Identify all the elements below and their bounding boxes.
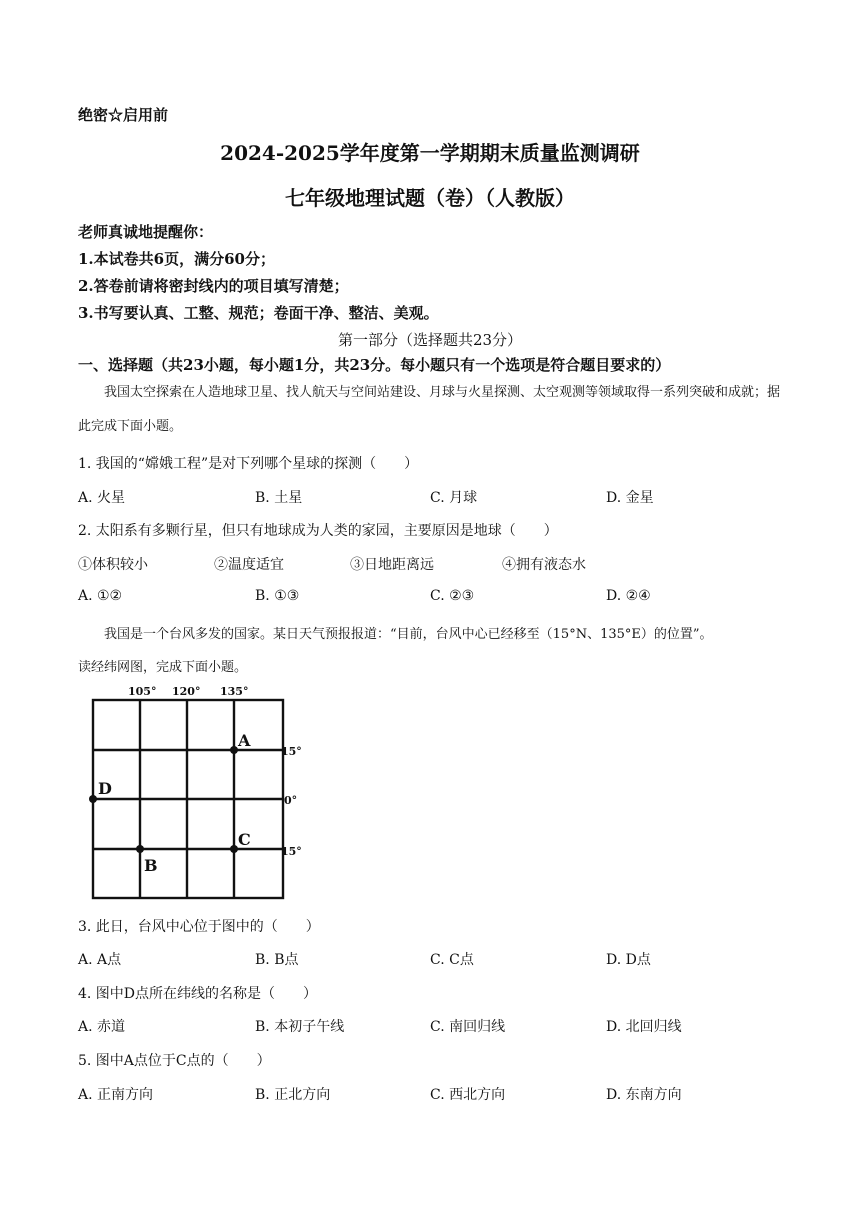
- question-3-option-b[interactable]: B. B点: [255, 952, 299, 968]
- question-1-option-a[interactable]: A. 火星: [78, 490, 126, 506]
- question-2-stem: 2. 太阳系有多颗行星，但只有地球成为人类的家园，主要原因是地球（ ）: [78, 523, 558, 539]
- lat-lon-grid-map: [78, 680, 308, 905]
- question-4-option-a[interactable]: A. 赤道: [78, 1019, 126, 1035]
- point-c-marker: [230, 845, 238, 853]
- point-b-label: B: [144, 856, 158, 875]
- question-1-option-d[interactable]: D. 金星: [606, 490, 654, 506]
- question-2-option-a[interactable]: A. ①②: [78, 588, 123, 604]
- reminder-item: 3.书写要认真、工整、规范；卷面干净、整洁、美观。: [78, 304, 439, 322]
- question-2-statement-2: ②温度适宜: [214, 557, 284, 573]
- point-c-label: C: [238, 830, 251, 849]
- longitude-label: 120°: [172, 685, 201, 698]
- question-5-option-b[interactable]: B. 正北方向: [255, 1087, 331, 1103]
- longitude-label: 135°: [220, 685, 249, 698]
- question-1-stem: 1. 我国的“嫦娥工程”是对下列哪个星球的探测（ ）: [78, 456, 419, 472]
- confidential-label: 绝密☆启用前: [78, 106, 169, 124]
- reminder-heading: 老师真诚地提醒你：: [78, 223, 214, 241]
- question-3-option-d[interactable]: D. D点: [606, 952, 651, 968]
- question-2-statement-4: ④拥有液态水: [502, 557, 586, 573]
- question-5-option-c[interactable]: C. 西北方向: [430, 1087, 506, 1103]
- question-4-option-d[interactable]: D. 北回归线: [606, 1019, 682, 1035]
- reading-passage-2: 我国是一个台风多发的国家。某日天气预报报道：“目前，台风中心已经移至（15°N、135°E）的位置”。: [104, 627, 713, 642]
- question-5-stem: 5. 图中A点位于C点的（ ）: [78, 1053, 271, 1069]
- question-4-option-c[interactable]: C. 南回归线: [430, 1019, 506, 1035]
- point-a-marker: [230, 746, 238, 754]
- question-2-option-d[interactable]: D. ②④: [606, 588, 651, 604]
- point-a-label: A: [238, 731, 251, 750]
- reading-passage-1: 我国太空探索在人造地球卫星、找人航天与空间站建设、月球与火星探测、太空观测等领域取得一系列突破和成就；据此完成下面小题。: [78, 385, 781, 434]
- question-1-option-c[interactable]: C. 月球: [430, 490, 478, 506]
- longitude-label: 105°: [128, 685, 157, 698]
- reminder-item: 2.答卷前请将密封线内的项目填写清楚；: [78, 277, 349, 295]
- point-d-label: D: [98, 779, 112, 798]
- question-2-statement-3: ③日地距离远: [350, 557, 434, 573]
- question-3-option-a[interactable]: A. A点: [78, 952, 122, 968]
- latitude-label: 0°: [284, 794, 298, 807]
- question-2-option-c[interactable]: C. ②③: [430, 588, 475, 604]
- exam-title: 2024-2025学年度第一学期期末质量监测调研: [220, 141, 640, 165]
- question-4-option-b[interactable]: B. 本初子午线: [255, 1019, 345, 1035]
- question-2-statement-1: ①体积较小: [78, 557, 148, 573]
- latitude-label: 15°: [281, 745, 302, 758]
- question-3-stem: 3. 此日，台风中心位于图中的（ ）: [78, 919, 320, 935]
- point-d-marker: [89, 795, 97, 803]
- question-2-option-b[interactable]: B. ①③: [255, 588, 300, 604]
- point-b-marker: [136, 845, 144, 853]
- section-title: 一、选择题（共23小题，每小题1分，共23分。每小题只有一个选项是符合题目要求的）: [78, 356, 671, 374]
- question-3-option-c[interactable]: C. C点: [430, 952, 474, 968]
- grid-lines: [93, 700, 283, 898]
- latitude-label: 15°: [281, 845, 302, 858]
- question-4-stem: 4. 图中D点所在纬线的名称是（ ）: [78, 986, 318, 1002]
- reading-passage-2-instruction: 读经纬网图，完成下面小题。: [78, 660, 248, 675]
- question-5-option-a[interactable]: A. 正南方向: [78, 1087, 154, 1103]
- exam-subtitle: 七年级地理试题（卷）（人教版）: [285, 186, 575, 210]
- question-1-option-b[interactable]: B. 土星: [255, 490, 303, 506]
- question-5-option-d[interactable]: D. 东南方向: [606, 1087, 682, 1103]
- part-title: 第一部分（选择题共23分）: [337, 331, 523, 349]
- reminder-item: 1.本试卷共6页，满分60分；: [78, 250, 275, 268]
